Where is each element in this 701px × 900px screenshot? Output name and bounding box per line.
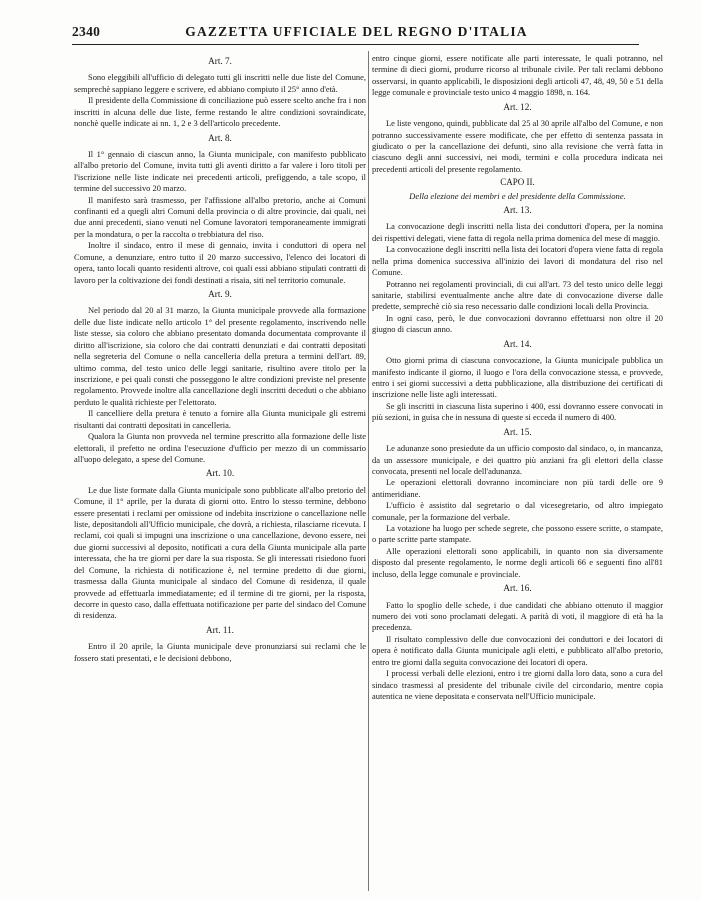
paragraph-continuation: entro cinque giorni, essere notificate alle parti interessate, le quali potranno, nel termine di dieci giorni, produrre ricorso al tribunale civile. Per tali reclami debbono osservarsi, in quanto applicabili, le disposizioni degli articoli 47, 48, 49, 50 e 51 della legge comunale e provinciale testo unico 4 maggio 1898, n. 164. [372,53,663,98]
paragraph: Inoltre il sindaco, entro il mese di gennaio, invita i conduttori di opera nel Comune, a denunziare, entro tutto il 20 marzo successivo, l'elenco dei locatori di opera, tanto locali quanto residenti altrove, coi quali essi abbiano stipulati contratti di lavoro per la coltivazione dei fondi destinati a risaia, siti nel territorio comunale. [74,240,366,285]
left-column [74,53,366,893]
paragraph: La votazione ha luogo per schede segrete, che possono essere scritte, o stampate, o parte scritte parte stampate. [372,523,663,545]
article-heading: Art. 10. [205,468,235,479]
paragraph: Le due liste formate dalla Giunta municipale sono pubblicate all'albo pretorio del Comune, il 1° aprile, per la durata di giorni otto. Entro lo stesso termine, debbono essere presentati i reclami per omissione od indebita inscrizione o cancellazione nelle liste, depositandoli all'Ufficio municipale, che dovrà, a richiesta, rilasciarne ricevuta. I reclami, coi quali si impugni una inscrizione o una cancellazione, devono essere, nei due giorni successivi al deposito, notificati a cura della Giunta municipale alla parte interessata, che ha tre giorni per dare la sua risposta. Se gli interessati risiedono fuori del Comune, la richiesta di notificazione è, nel termine predetto di due giorni, trasmessa dalla Giunta municipale al sindaco del Comune di residenza, il quale provvede ad effettuarla immediatamente; ed il termine di tre giorni, per la risposta, decorre in questo caso, dalla effettuata notificazione per parte del sindaco del Comune di residenza. [74,484,366,621]
paragraph: Il presidente della Commissione di conciliazione può essere scelto anche fra i non inscritti in alcuna delle due liste, ferme restando le altre condizioni sovraindicate, nonchè quelle indicate ai nn. 1, 2 e 3 dell'articolo precedente. [74,95,366,129]
paragraph: I processi verbali delle elezioni, entro i tre giorni dalla loro data, sono a cura del sindaco trasmessi al presidente del tribunale civile del circondario, mentre copia autentica ne viene depositata e conservata nell'Ufficio municipale. [372,668,663,701]
paragraph: La convocazione degli inscritti nella lista dei conduttori d'opera, per la nomina dei rispettivi delegati, viene fatta di regola nella prima domenica del mese di maggio. [372,221,663,243]
chapter-heading: CAPO II. [500,177,535,188]
article-heading: Art. 7. [208,56,232,66]
page-header [72,20,641,44]
paragraph: Alle operazioni elettorali sono applicabili, in quanto non sia diversamente disposto dal presente regolamento, le norme degli articoli 66 e seguenti fino all'81 incluso, della legge comunale e provinciale. [372,545,663,579]
paragraph: Qualora la Giunta non provveda nel termine prescritto alla formazione delle liste elettorali, il prefetto ne ordina l'esecuzione d'ufficio per mezzo di un commissario all'uopo delegato, a spese del Comune. [74,431,366,464]
column-divider [368,51,369,891]
paragraph: Sono eleggibili all'ufficio di delegato tutti gli inscritti nelle due liste del Comune, semprechè sappiano leggere e scrivere, ed abbiano compiuto il 25° anno d'età. [74,72,366,94]
article-heading: Art. 8. [208,132,232,143]
paragraph: Entro il 20 aprile, la Giunta municipale deve pronunziarsi sui reclami che le fossero stati presentati, e le decisioni debbono, [74,641,366,663]
article-heading: Art. 13. [503,205,532,216]
article-heading: Art. 11. [206,624,234,635]
article-heading: Art. 15. [503,426,532,437]
paragraph: Il 1° gennaio di ciascun anno, la Giunta municipale, con manifesto pubblicato all'albo pretorio del Comune, invita tutti gli aventi diritto a far valere i loro titoli per l'iscrizione nelle liste indicate nei precedenti articoli, prefiggendo, a tale scopo, il termine del successivo 20 marzo. [74,148,366,194]
paragraph: Potranno nei regolamenti provinciali, di cui all'art. 73 del testo unico delle leggi sanitarie, stabilirsi eventualmente anche altre date di convocazione diverse dalle predette, semprechè ciò sia reso necessario dalle condizioni locali della Provincia. [372,278,663,312]
paragraph: Le operazioni elettorali dovranno incominciare non più tardi delle ore 9 antimeridiane. [372,477,663,499]
gazette-title: GAZZETTA UFFICIALE DEL REGNO D'ITALIA [185,24,528,39]
paragraph: La convocazione degli inscritti nella lista dei locatori d'opera viene fatta di regola nella prima domenica successiva all'inizio dei lavori di mondatura del riso nel Comune. [372,244,663,278]
paragraph: Nel periodo dal 20 al 31 marzo, la Giunta municipale provvede alla formazione delle due liste indicate nello articolo 1° del presente regolamento, inscrivendo nelle liste stesse, sia coloro che abbiano presentato domanda documentata comprovante il diritto all'iscrizione, sia coloro che dai contratti denunziati e dai contratti depositati nella segreteria del Comune o nella cancelleria della pretura a termini dell'art. 89, ultimo comma, del testo unico delle leggi sanitarie, risultino avere titolo per la inscrizione, e pei quali consti che posseggono le altre condizioni previste nel presente regolamento. Provvede inoltre alla cancellazione degli inscritti deceduti o che abbiano perduto le qualità richieste per l'elettorato. [74,305,366,407]
chapter-subtitle: Della elezione dei membri e del presidente della Commissione. [409,190,626,201]
paragraph: In ogni caso, però, le due convocazioni dovranno effettuarsi non oltre il 20 giugno di ciascun anno. [372,312,663,335]
right-column [372,53,663,893]
paragraph: Fatto lo spoglio delle schede, i due candidati che abbiano ottenuto il maggior numero dei voti sono proclamati delegati. A parità di voti, il maggiore di età ha la precedenza. [372,599,663,633]
paragraph: Le liste vengono, quindi, pubblicate dal 25 al 30 aprile all'albo del Comune, e non potranno successivamente essere modificate, che per effetto di sentenza passata in giudicato o per la cancellazione dei defunti, sino alla revisione che verrà fatta in ciascuno degli anni successivi, nei modi, termini e colla procedura indicata nei precedenti articoli del presente regolamento. [372,118,663,174]
paragraph: L'ufficio è assistito dal segretario o dal vicesegretario, od altro impiegato comunale, per la formazione del verbale. [372,500,663,522]
paragraph: Il manifesto sarà trasmesso, per l'affissione all'albo pretorio, anche ai Comuni confinanti ed a quegli altri Comuni della provincia o di altre provincie, dai quali, nei due anni precedenti, siano venuti nel Comune lavoratori temporaneamente immigrati per la mondatura, o per la raccolta o trebbiatura del riso. [74,194,366,239]
article-heading: Art. 14. [503,338,532,349]
paragraph: Il risultato complessivo delle due convocazioni dei conduttori e dei locatori di opera è notificato dalla Giunta municipale agli eletti, e pubblicato all'albo pretorio, entro tre giorni dalla seguita convocazione dei locatori di opera. [372,633,663,667]
paragraph: Se gli inscritti in ciascuna lista superino i 400, essi dovranno essere convocati in più sezioni, in guisa che in nessuna di queste si ecceda il numero di 400. [372,400,663,423]
article-heading: Art. 16. [503,583,532,594]
paragraph: Otto giorni prima di ciascuna convocazione, la Giunta municipale pubblica un manifesto indicante il giorno, il luogo e l'ora della convocazione stessa, e provvede, entro i sei giorni successivi a detta pubblicazione, alla distribuzione dei certificati di inscrizione nelle liste agli interessati. [372,355,663,400]
paragraph: Il cancelliere della pretura è tenuto a fornire alla Giunta municipale gli estremi risultanti dai contratti depositati in cancelleria. [74,408,366,430]
header-rule [72,44,639,45]
paragraph: Le adunanze sono presiedute da un ufficio composto dal sindaco, o, in mancanza, da un assessore municipale, e dei quattro più anziani fra gli elettori della classe convocata, presenti nel locale dell'adunanza. [372,443,663,476]
page-number: 2340 [72,24,101,39]
article-heading: Art. 9. [208,289,232,300]
article-heading: Art. 12. [503,101,532,112]
